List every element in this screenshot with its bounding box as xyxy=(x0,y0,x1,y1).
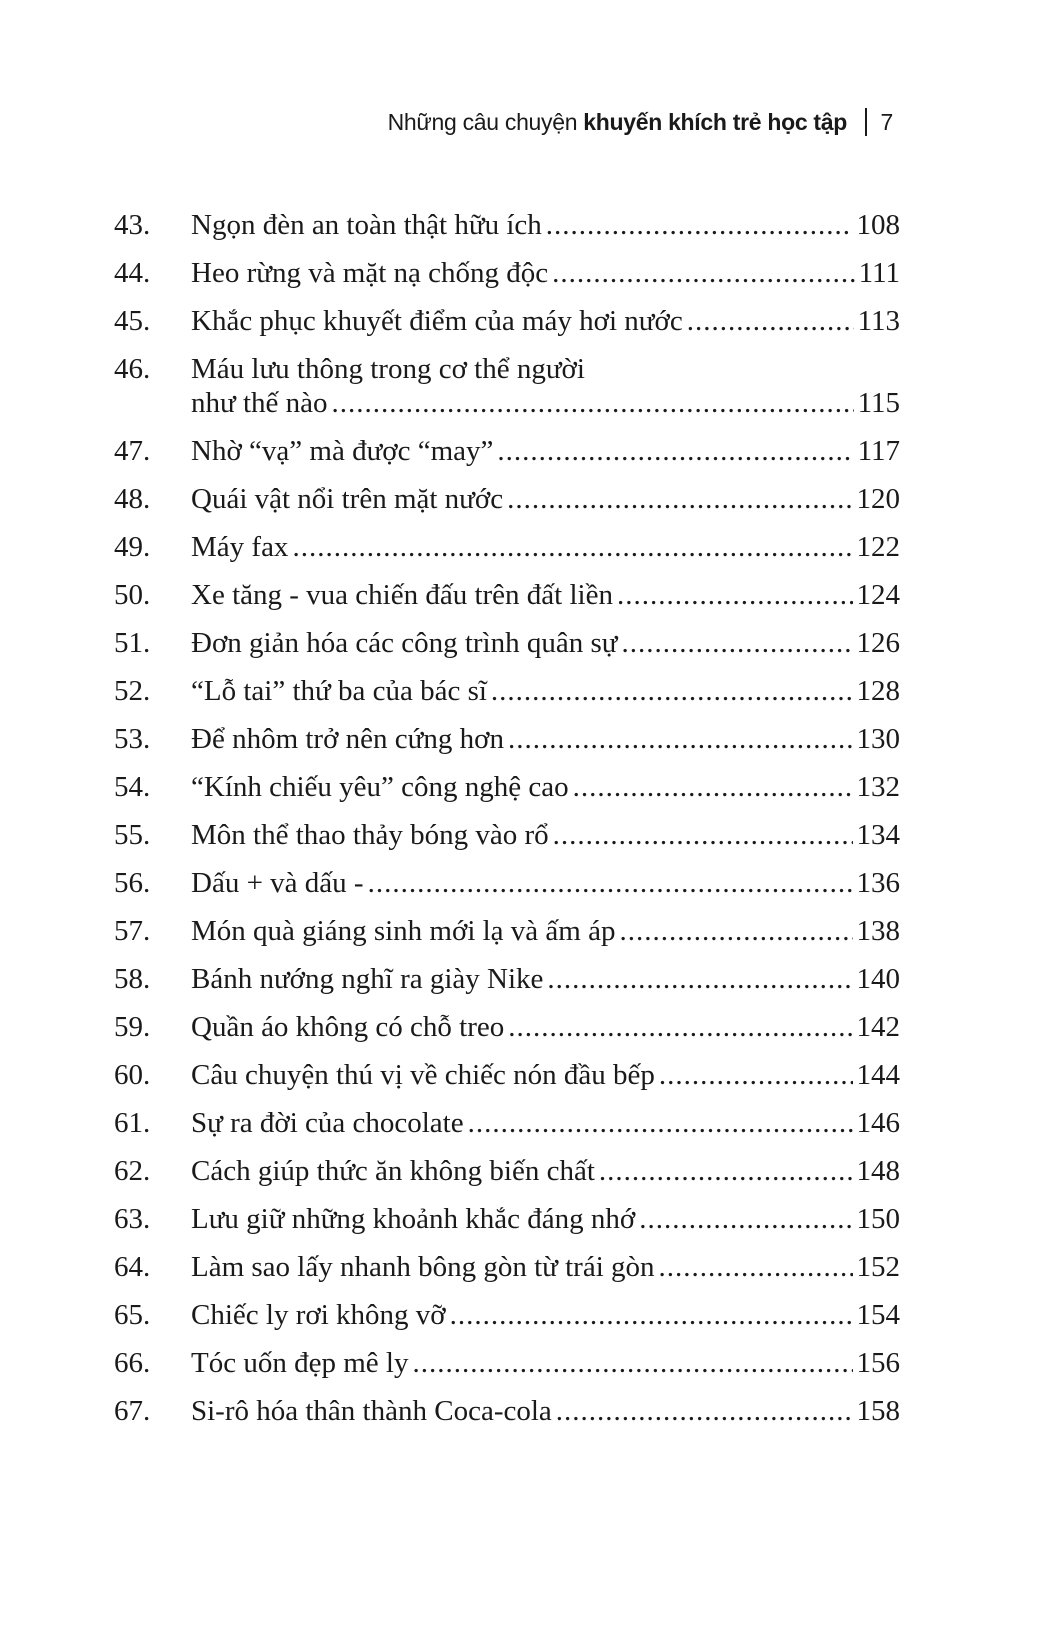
toc-entry xyxy=(114,914,900,948)
toc-entry-page: 152 xyxy=(856,1251,900,1283)
toc-entry-number: 66. xyxy=(114,1347,151,1379)
toc-entry-number: 53. xyxy=(114,723,151,755)
dot-leader xyxy=(573,770,853,804)
toc-entry-number: 46. xyxy=(114,353,151,385)
toc-entry-page: 144 xyxy=(856,1059,900,1091)
toc-entry-number: 63. xyxy=(114,1203,151,1235)
toc-entry xyxy=(114,208,900,242)
toc-entry-title: Chiếc ly rơi không vỡ xyxy=(191,1299,446,1331)
toc-entry-page: 148 xyxy=(856,1155,900,1187)
table-of-contents xyxy=(114,208,900,1442)
toc-entry-number: 64. xyxy=(114,1251,151,1283)
toc-entry-number: 67. xyxy=(114,1395,151,1427)
toc-entry-page: 158 xyxy=(856,1395,900,1427)
dot-leader xyxy=(617,578,853,612)
dot-leader xyxy=(508,722,853,756)
toc-entry-number: 50. xyxy=(114,579,151,611)
toc-entry-page: 156 xyxy=(856,1347,900,1379)
toc-entry xyxy=(114,1298,900,1332)
toc-entry xyxy=(114,352,900,420)
toc-entry-title: “Kính chiếu yêu” công nghệ cao xyxy=(191,771,569,803)
toc-entry-number: 47. xyxy=(114,435,151,467)
toc-entry xyxy=(114,482,900,516)
page-number: 7 xyxy=(880,108,893,135)
toc-entry-title: Nhờ “vạ” mà được “may” xyxy=(191,435,494,467)
dot-leader xyxy=(546,208,853,242)
toc-entry-title: Món quà giáng sinh mới lạ và ấm áp xyxy=(191,915,616,947)
dot-leader xyxy=(659,1058,853,1092)
toc-entry-title: Si-rô hóa thân thành Coca-cola xyxy=(191,1395,552,1427)
toc-entry-title: Cách giúp thức ăn không biến chất xyxy=(191,1155,595,1187)
toc-entry-title: Dấu + và dấu - xyxy=(191,867,364,899)
toc-entry-title: Đơn giản hóa các công trình quân sự xyxy=(191,627,618,659)
book-title-prefix: Những câu chuyện xyxy=(387,108,578,135)
toc-entry-page: 111 xyxy=(858,257,900,289)
toc-entry xyxy=(114,530,900,564)
toc-entry-number: 49. xyxy=(114,531,151,563)
running-header xyxy=(388,108,893,136)
toc-entry-title: Xe tăng - vua chiến đấu trên đất liền xyxy=(191,579,613,611)
toc-entry-number: 51. xyxy=(114,627,151,659)
toc-entry-number: 48. xyxy=(114,483,151,515)
toc-entry-title: Bánh nướng nghĩ ra giày Nike xyxy=(191,963,544,995)
toc-entry-title: Để nhôm trở nên cứng hơn xyxy=(191,723,504,755)
toc-entry xyxy=(114,1154,900,1188)
toc-entry-title: “Lỗ tai” thứ ba của bác sĩ xyxy=(191,675,487,707)
toc-entry-title: Câu chuyện thú vị về chiếc nón đầu bếp xyxy=(191,1059,655,1091)
dot-leader xyxy=(599,1154,853,1188)
toc-entry-page: 154 xyxy=(856,1299,900,1331)
toc-entry-page: 150 xyxy=(856,1203,900,1235)
toc-entry-number: 45. xyxy=(114,305,151,337)
toc-entry-page: 113 xyxy=(857,305,900,337)
toc-entry-number: 43. xyxy=(114,209,151,241)
toc-entry-number: 62. xyxy=(114,1155,151,1187)
header-separator xyxy=(865,108,867,136)
toc-entry-number: 52. xyxy=(114,675,151,707)
toc-entry-number: 61. xyxy=(114,1107,151,1139)
toc-entry xyxy=(114,962,900,996)
toc-entry-title: Môn thể thao thảy bóng vào rổ xyxy=(191,819,549,851)
toc-entry-title: Sự ra đời của chocolate xyxy=(191,1107,464,1139)
toc-entry-number: 44. xyxy=(114,257,151,289)
toc-entry-number: 54. xyxy=(114,771,151,803)
toc-entry-page: 130 xyxy=(856,723,900,755)
toc-entry xyxy=(114,866,900,900)
toc-entry-title: Làm sao lấy nhanh bông gòn từ trái gòn xyxy=(191,1251,655,1283)
toc-entry-number: 65. xyxy=(114,1299,151,1331)
toc-entry-title: Heo rừng và mặt nạ chống độc xyxy=(191,257,549,289)
toc-entry-page: 142 xyxy=(856,1011,900,1043)
toc-entry-title: Lưu giữ những khoảnh khắc đáng nhớ xyxy=(191,1203,636,1235)
toc-entry-number: 60. xyxy=(114,1059,151,1091)
dot-leader xyxy=(639,1202,852,1236)
toc-entry-page: 120 xyxy=(856,483,900,515)
toc-entry-title: như thế nào xyxy=(191,387,328,419)
dot-leader xyxy=(619,914,852,948)
dot-leader xyxy=(659,1250,853,1284)
toc-entry-title: Tóc uốn đẹp mê ly xyxy=(191,1347,409,1379)
toc-entry xyxy=(114,304,900,338)
toc-entry-page: 134 xyxy=(856,819,900,851)
toc-entry-page: 108 xyxy=(856,209,900,241)
dot-leader xyxy=(450,1298,853,1332)
toc-entry-number: 58. xyxy=(114,963,151,995)
toc-entry-page: 138 xyxy=(856,915,900,947)
toc-entry-number: 56. xyxy=(114,867,151,899)
toc-entry xyxy=(114,578,900,612)
dot-leader xyxy=(508,1010,852,1044)
dot-leader xyxy=(332,386,854,420)
toc-entry-page: 124 xyxy=(856,579,900,611)
toc-entry-page: 115 xyxy=(857,387,900,419)
toc-entry xyxy=(114,1106,900,1140)
book-title-bold: khuyến khích trẻ học tập xyxy=(583,108,847,135)
dot-leader xyxy=(621,626,852,660)
toc-entry-title-line1: Máu lưu thông trong cơ thể người xyxy=(191,353,585,385)
toc-entry xyxy=(114,1394,900,1428)
toc-entry xyxy=(114,770,900,804)
toc-entry xyxy=(114,256,900,290)
dot-leader xyxy=(553,818,853,852)
toc-entry xyxy=(114,434,900,468)
toc-entry xyxy=(114,1250,900,1284)
toc-entry xyxy=(114,1010,900,1044)
toc-entry-number: 57. xyxy=(114,915,151,947)
dot-leader xyxy=(687,304,854,338)
toc-entry xyxy=(114,1058,900,1092)
toc-entry-page: 122 xyxy=(856,531,900,563)
toc-entry-page: 140 xyxy=(856,963,900,995)
toc-entry-page: 136 xyxy=(856,867,900,899)
dot-leader xyxy=(547,962,852,996)
dot-leader xyxy=(412,1346,852,1380)
toc-entry-page: 128 xyxy=(856,675,900,707)
dot-leader xyxy=(497,434,853,468)
dot-leader xyxy=(556,1394,853,1428)
toc-entry xyxy=(114,1202,900,1236)
dot-leader xyxy=(491,674,853,708)
toc-entry xyxy=(114,818,900,852)
toc-entry-page: 117 xyxy=(857,435,900,467)
toc-entry-number: 55. xyxy=(114,819,151,851)
toc-entry xyxy=(114,626,900,660)
dot-leader xyxy=(368,866,853,900)
toc-entry-page: 132 xyxy=(856,771,900,803)
dot-leader xyxy=(507,482,852,516)
toc-entry xyxy=(114,722,900,756)
dot-leader xyxy=(292,530,852,564)
toc-entry-title: Quần áo không có chỗ treo xyxy=(191,1011,505,1043)
dot-leader xyxy=(468,1106,853,1140)
toc-entry-page: 146 xyxy=(856,1107,900,1139)
toc-entry-page: 126 xyxy=(856,627,900,659)
toc-entry-number: 59. xyxy=(114,1011,151,1043)
toc-entry-title: Máy fax xyxy=(191,531,289,563)
toc-entry-title: Ngọn đèn an toàn thật hữu ích xyxy=(191,209,542,241)
dot-leader xyxy=(552,256,854,290)
toc-entry xyxy=(114,1346,900,1380)
toc-entry-title: Quái vật nổi trên mặt nước xyxy=(191,483,504,515)
toc-entry-title: Khắc phục khuyết điểm của máy hơi nước xyxy=(191,305,683,337)
toc-entry xyxy=(114,674,900,708)
